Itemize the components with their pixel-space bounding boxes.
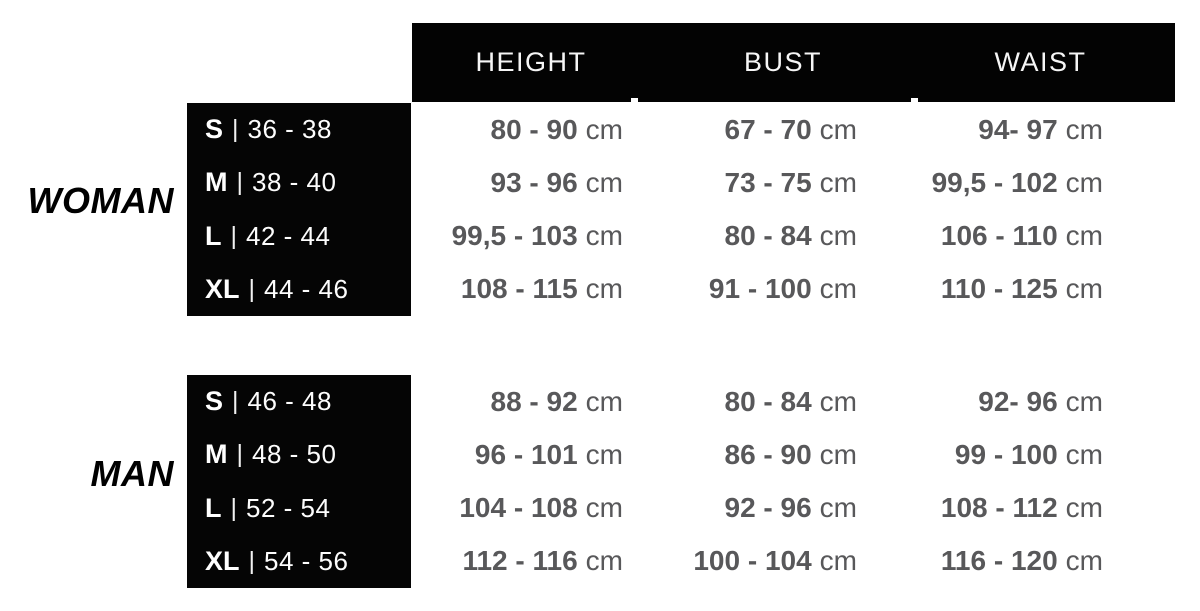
man-data-row-s — [412, 375, 1175, 428]
waist-cell: 94- 97 cm — [978, 113, 1103, 145]
size-range: 52 - 54 — [246, 492, 331, 523]
unit-label: cm — [585, 220, 623, 252]
waist-cell: 108 - 112 cm — [940, 492, 1103, 524]
height-cell: 80 - 90 cm — [490, 113, 623, 145]
section-label-man: MAN — [90, 453, 174, 494]
unit-label: cm — [1065, 545, 1103, 577]
column-header-height: HEIGHT — [475, 47, 587, 77]
size-separator: | — [230, 221, 237, 250]
woman-size-row-l — [187, 210, 411, 263]
size-letter: M — [205, 167, 228, 198]
height-cell: 88 - 92 cm — [490, 385, 623, 417]
size-range: 42 - 44 — [246, 220, 331, 251]
unit-label: cm — [585, 492, 623, 524]
unit-label: cm — [585, 545, 623, 577]
size-letter: M — [205, 439, 228, 470]
size-letter: S — [205, 114, 224, 145]
size-letter: L — [205, 220, 222, 251]
unit-label: cm — [585, 113, 623, 145]
man-data-grid — [412, 375, 1175, 588]
man-data-row-xl — [412, 535, 1175, 588]
unit-label: cm — [585, 385, 623, 417]
unit-label: cm — [585, 273, 623, 305]
size-range: 44 - 46 — [264, 273, 349, 304]
unit-label: cm — [819, 166, 857, 198]
size-separator: | — [236, 440, 243, 469]
woman-size-row-m — [187, 156, 411, 209]
column-header-bust: BUST — [743, 47, 822, 77]
woman-size-row-s — [187, 103, 411, 156]
waist-cell: 99,5 - 102 cm — [931, 166, 1103, 198]
unit-label: cm — [819, 385, 857, 417]
column-header-waist: WAIST — [994, 47, 1087, 77]
woman-data-row-xl — [412, 263, 1175, 316]
man-size-row-m — [187, 428, 411, 481]
woman-data-row-m — [412, 156, 1175, 209]
man-data-row-m — [412, 428, 1175, 481]
man-data-row-l — [412, 482, 1175, 535]
section-label-woman: WOMAN — [27, 180, 174, 221]
height-cell: 99,5 - 103 cm — [451, 220, 623, 252]
size-letter: S — [205, 386, 224, 417]
size-range: 36 - 38 — [247, 114, 332, 145]
size-separator: | — [236, 168, 243, 197]
unit-label: cm — [1065, 492, 1103, 524]
unit-label: cm — [1065, 166, 1103, 198]
size-letter: XL — [205, 545, 240, 576]
man-size-list — [187, 375, 411, 588]
size-letter: XL — [205, 273, 240, 304]
size-range: 48 - 50 — [252, 439, 337, 470]
size-range: 54 - 56 — [264, 545, 349, 576]
woman-size-list — [187, 103, 411, 316]
bust-cell: 91 - 100 cm — [708, 273, 857, 305]
bust-cell: 80 - 84 cm — [724, 220, 857, 252]
height-cell: 104 - 108 cm — [459, 492, 623, 524]
unit-label: cm — [1065, 385, 1103, 417]
man-size-row-xl — [187, 535, 411, 588]
unit-label: cm — [585, 438, 623, 470]
unit-label: cm — [819, 220, 857, 252]
size-separator: | — [232, 387, 239, 416]
waist-cell: 110 - 125 cm — [940, 273, 1103, 305]
size-letter: L — [205, 492, 222, 523]
height-cell: 96 - 101 cm — [474, 438, 623, 470]
header-divider-notch-2 — [911, 98, 918, 102]
unit-label: cm — [819, 438, 857, 470]
bust-cell: 80 - 84 cm — [724, 385, 857, 417]
man-size-row-s — [187, 375, 411, 428]
waist-cell: 92- 96 cm — [978, 385, 1103, 417]
unit-label: cm — [819, 545, 857, 577]
woman-data-row-l — [412, 210, 1175, 263]
unit-label: cm — [819, 273, 857, 305]
unit-label: cm — [1065, 273, 1103, 305]
size-separator: | — [248, 274, 256, 303]
bust-cell: 73 - 75 cm — [724, 166, 857, 198]
bust-cell: 86 - 90 cm — [724, 438, 857, 470]
size-range: 38 - 40 — [252, 167, 337, 198]
table-header-bar — [412, 23, 1175, 102]
unit-label: cm — [1065, 220, 1103, 252]
height-cell: 112 - 116 cm — [462, 545, 623, 577]
header-divider-notch-1 — [631, 98, 638, 102]
bust-cell: 67 - 70 cm — [724, 113, 857, 145]
size-separator: | — [248, 546, 256, 575]
height-cell: 93 - 96 cm — [490, 166, 623, 198]
bust-cell: 92 - 96 cm — [724, 492, 857, 524]
unit-label: cm — [1065, 438, 1103, 470]
size-separator: | — [232, 115, 239, 144]
waist-cell: 106 - 110 cm — [940, 220, 1103, 252]
bust-cell: 100 - 104 cm — [693, 545, 857, 577]
man-size-row-l — [187, 482, 411, 535]
woman-size-row-xl — [187, 263, 411, 316]
size-range: 46 - 48 — [247, 386, 332, 417]
woman-data-row-s — [412, 103, 1175, 156]
unit-label: cm — [819, 113, 857, 145]
unit-label: cm — [819, 492, 857, 524]
size-separator: | — [230, 493, 237, 522]
unit-label: cm — [1065, 113, 1103, 145]
woman-data-grid — [412, 103, 1175, 316]
unit-label: cm — [585, 166, 623, 198]
height-cell: 108 - 115 cm — [460, 273, 623, 305]
waist-cell: 116 - 120 cm — [940, 545, 1103, 577]
waist-cell: 99 - 100 cm — [954, 438, 1103, 470]
